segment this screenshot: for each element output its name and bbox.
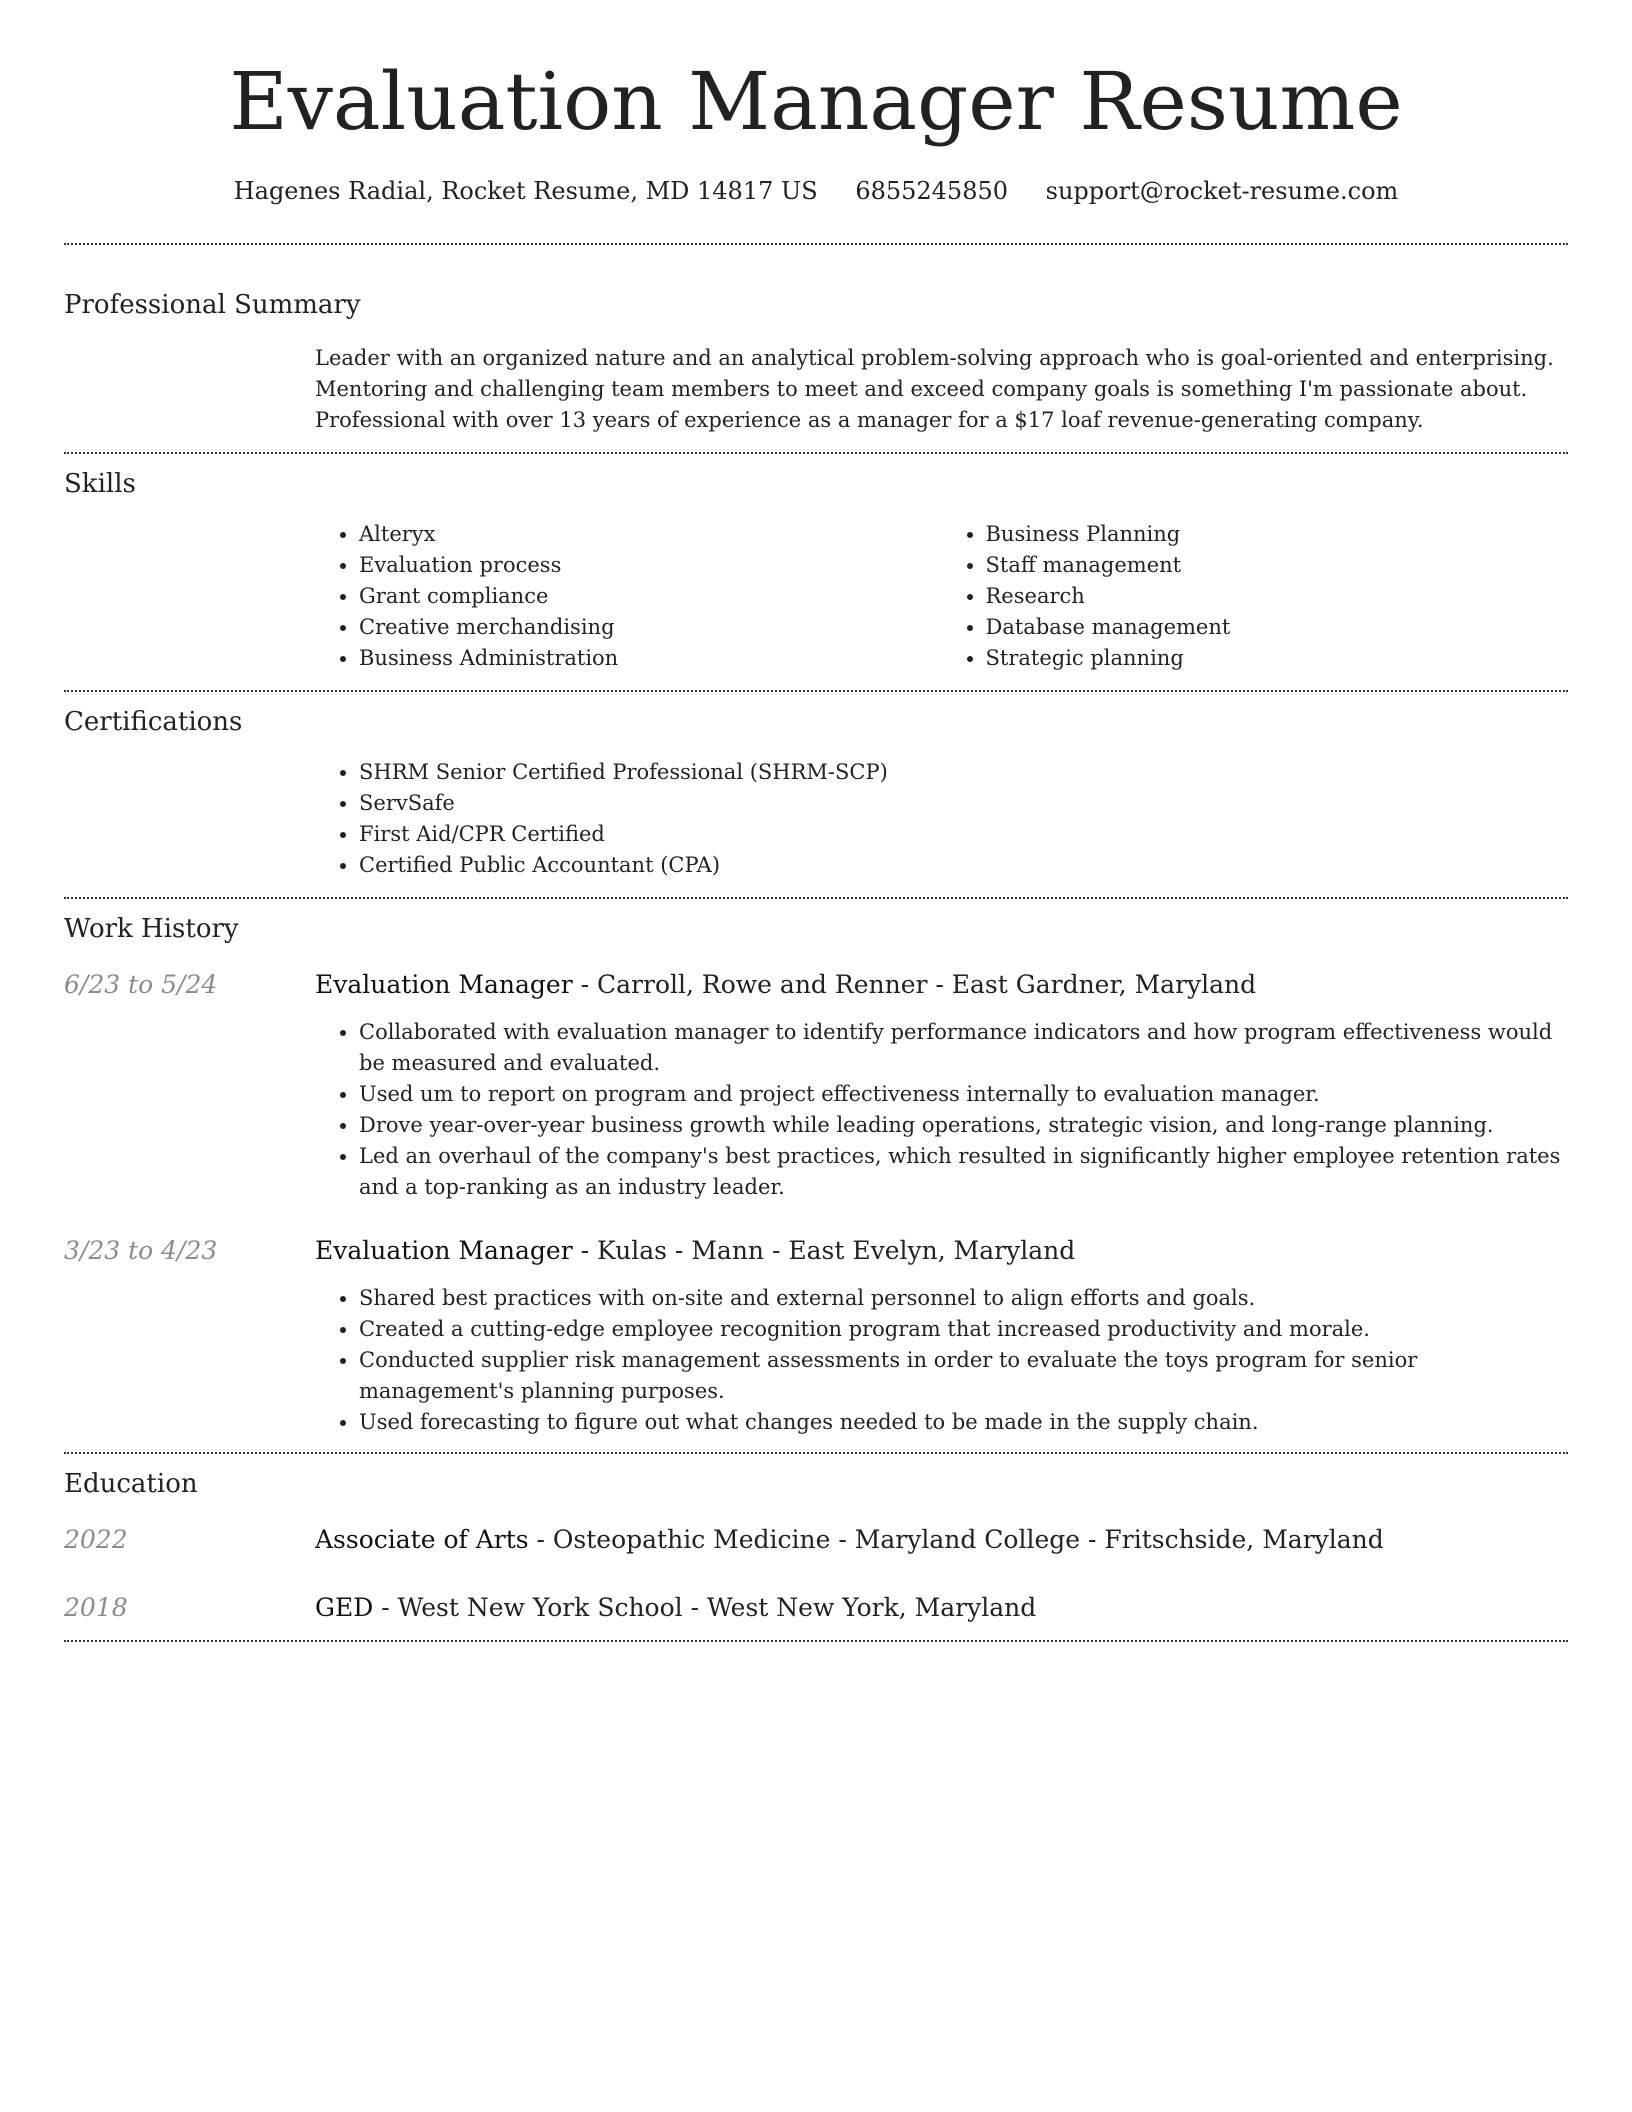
- job-entry: [64, 967, 1568, 1203]
- skill-item: • Database management: [986, 612, 1569, 643]
- skills-section: [64, 466, 1568, 674]
- education-entry: [64, 1590, 1568, 1626]
- divider: [64, 452, 1568, 454]
- education-degree: Associate of Arts: [315, 1525, 529, 1554]
- skill-item: • Grant compliance: [359, 581, 942, 612]
- education-year: 2018: [64, 1593, 128, 1622]
- job-title: Evaluation Manager: [315, 970, 573, 999]
- section-title-work-history: Work History: [64, 914, 239, 944]
- job-bullets: [315, 1017, 1568, 1203]
- skill-item: • Creative merchandising: [359, 612, 942, 643]
- education-entry: [64, 1522, 1568, 1558]
- skill-item: • Evaluation process: [359, 550, 942, 581]
- job-bullet: • Used um to report on program and project effectiveness internally to evaluation manager.: [359, 1079, 1568, 1110]
- job-bullet: • Drove year-over-year business growth while leading operations, strategic vision, and long-range planning.: [359, 1110, 1568, 1141]
- certification-item: • SHRM Senior Certified Professional (SHRM-SCP): [359, 757, 1568, 788]
- job-heading: [315, 1233, 1568, 1269]
- work-history-section: [64, 911, 1568, 1438]
- education-year: 2022: [64, 1525, 128, 1554]
- summary-text: Leader with an organized nature and an analytical problem-solving approach who is goal-oriented and enterprising. Mentoring and challenging team members to meet and exceed company goals is something I'm passionate about. Professional with over 13 years of experience as a manager for a $17 loaf revenue-generating company.: [315, 346, 1554, 432]
- job-bullet: • Conducted supplier risk management assessments in order to evaluate the toys program for senior management's planning purposes.: [359, 1345, 1568, 1407]
- job-title: Evaluation Manager: [315, 1236, 573, 1265]
- education-heading: [315, 1522, 1568, 1558]
- divider: [64, 690, 1568, 692]
- education-section: [64, 1466, 1568, 1626]
- job-dates: 6/23 to 5/24: [64, 970, 218, 999]
- job-body: [315, 967, 1568, 1203]
- education-details: - Osteopathic Medicine - Maryland College - Fritschside, Maryland: [528, 1525, 1384, 1554]
- education-details: - West New York School - West New York, Maryland: [373, 1593, 1037, 1622]
- skill-item: • Strategic planning: [986, 643, 1569, 674]
- divider: [64, 243, 1568, 245]
- divider: [64, 897, 1568, 899]
- certification-item: • First Aid/CPR Certified: [359, 819, 1568, 850]
- section-title-education: Education: [64, 1469, 198, 1499]
- section-title-summary: Professional Summary: [64, 290, 361, 320]
- job-body: [315, 1233, 1568, 1438]
- summary-section: [64, 287, 1568, 436]
- contact-email: support@rocket-resume.com: [1045, 177, 1399, 205]
- section-title-skills: Skills: [64, 469, 136, 499]
- job-bullet: • Used forecasting to figure out what changes needed to be made in the supply chain.: [359, 1407, 1568, 1438]
- skill-item: • Research: [986, 581, 1569, 612]
- education-degree: GED: [315, 1593, 374, 1622]
- certifications-list: [315, 757, 1568, 881]
- skills-column-right: [942, 519, 1569, 674]
- job-bullets: [315, 1283, 1568, 1438]
- skill-item: • Business Planning: [986, 519, 1569, 550]
- job-dates: 3/23 to 4/23: [64, 1236, 218, 1265]
- divider: [64, 1640, 1568, 1642]
- job-bullet: • Shared best practices with on-site and external personnel to align efforts and goals.: [359, 1283, 1568, 1314]
- certifications-section: [64, 704, 1568, 881]
- skill-item: • Alteryx: [359, 519, 942, 550]
- contact-line: [64, 174, 1568, 208]
- skills-list: [315, 519, 1568, 674]
- job-heading: [315, 967, 1568, 1003]
- education-heading: [315, 1590, 1568, 1626]
- certification-item: • ServSafe: [359, 788, 1568, 819]
- contact-address: Hagenes Radial, Rocket Resume, MD 14817 US: [233, 177, 818, 205]
- skill-item: • Staff management: [986, 550, 1569, 581]
- job-bullet: • Created a cutting-edge employee recognition program that increased productivity and morale.: [359, 1314, 1568, 1345]
- divider: [64, 1452, 1568, 1454]
- job-bullet: • Collaborated with evaluation manager to identify performance indicators and how program effectiveness would be measured and evaluated.: [359, 1017, 1568, 1079]
- job-details: - Carroll, Rowe and Renner - East Gardner, Maryland: [572, 970, 1257, 999]
- job-bullet: • Led an overhaul of the company's best practices, which resulted in significantly higher employee retention rates and a top-ranking as an industry leader.: [359, 1141, 1568, 1203]
- certification-item: • Certified Public Accountant (CPA): [359, 850, 1568, 881]
- section-title-certifications: Certifications: [64, 707, 243, 737]
- skill-item: • Business Administration: [359, 643, 942, 674]
- job-details: - Kulas - Mann - East Evelyn, Maryland: [572, 1236, 1076, 1265]
- job-entry: [64, 1233, 1568, 1438]
- resume-name: Evaluation Manager Resume: [229, 55, 1403, 148]
- skills-column-left: [315, 519, 942, 674]
- contact-phone: 6855245850: [855, 177, 1009, 205]
